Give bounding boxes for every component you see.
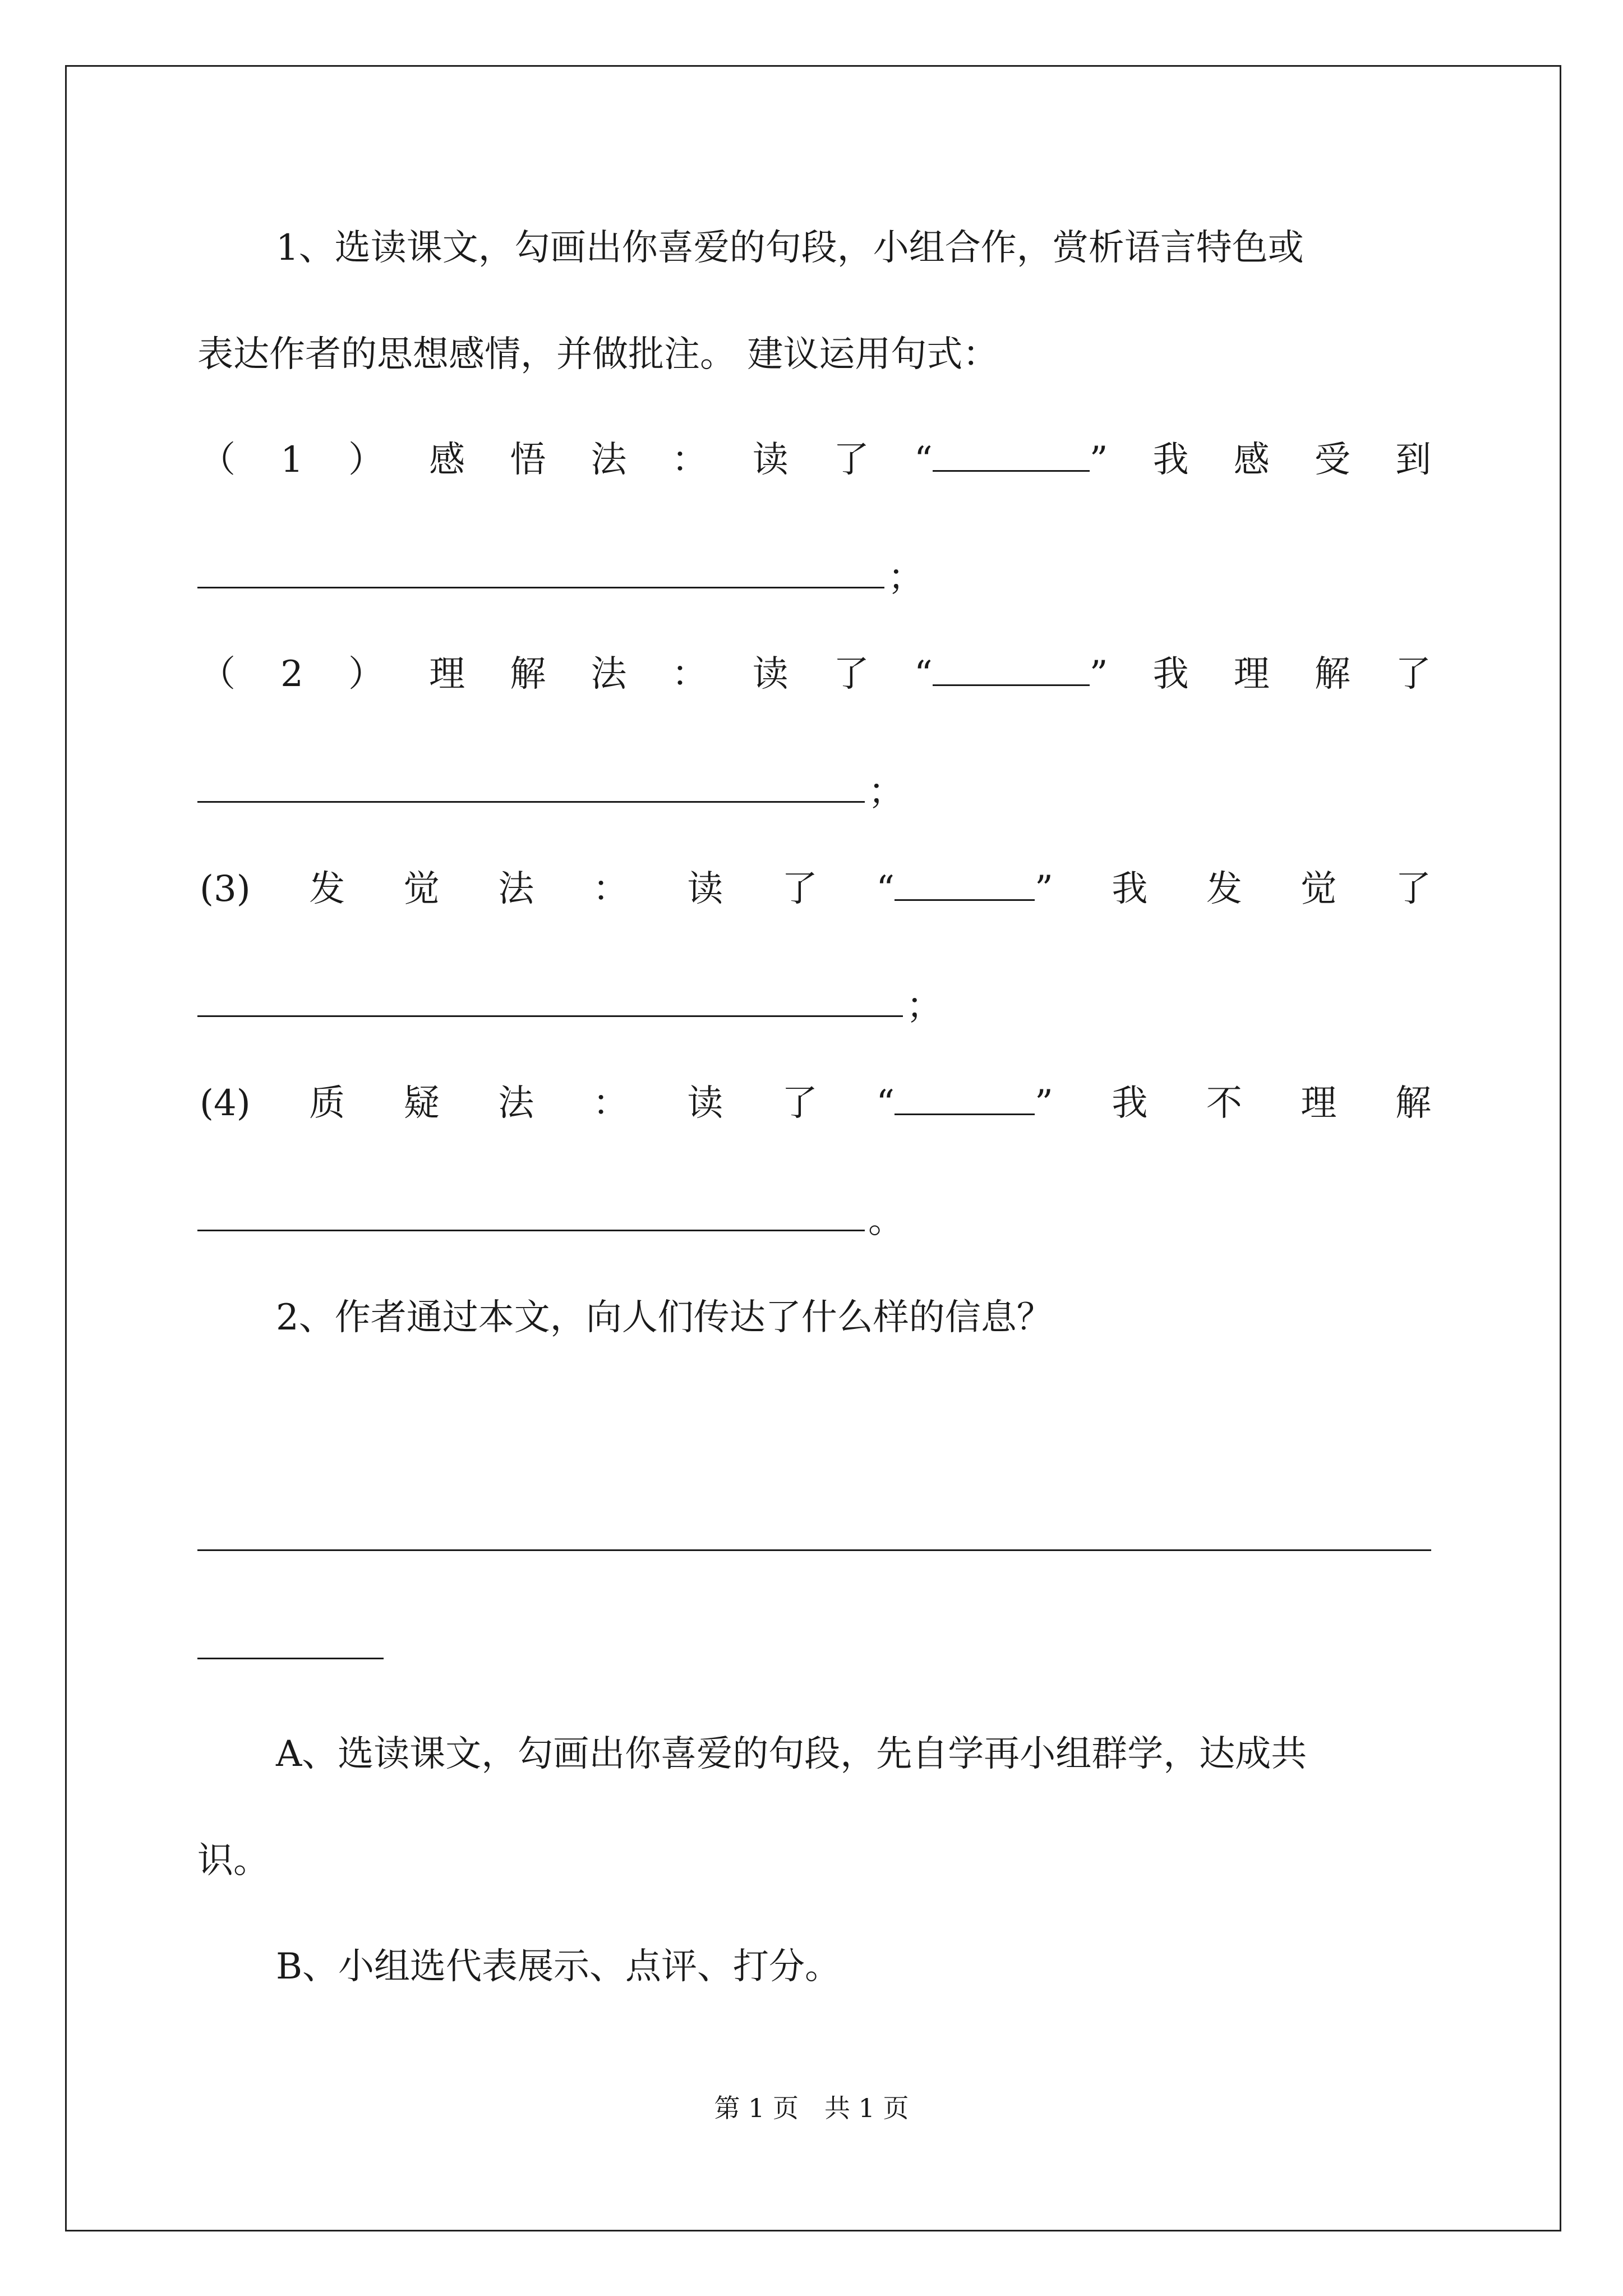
- method-1-token: 感: [1233, 439, 1270, 481]
- method-1-answer-blank[interactable]: [197, 587, 884, 588]
- method-1-token: （: [200, 439, 236, 481]
- method-4-token: 不: [1206, 1083, 1242, 1124]
- method-1-token: 受: [1314, 439, 1350, 481]
- method-4-answer-blank[interactable]: [197, 1230, 865, 1231]
- step-b-text: B、小组选代表展示、点评、打分。: [276, 1946, 841, 1987]
- method-2-token: 读: [752, 654, 789, 695]
- method-3-token: 了: [1395, 868, 1431, 910]
- method-3-token: “: [876, 868, 895, 910]
- method-3-token: (3): [200, 868, 251, 910]
- method-2-answer-blank[interactable]: [197, 801, 865, 803]
- method-1-token: 1: [280, 439, 303, 481]
- method-2-end-punct: ；: [868, 771, 904, 813]
- method-4-token: ”: [1035, 1083, 1053, 1124]
- method-4-line: [200, 1081, 1431, 1126]
- method-1-token: ）: [348, 439, 384, 481]
- method-4-token: 了: [781, 1083, 818, 1124]
- method-2-token: 了: [1395, 654, 1431, 695]
- step-a-line-1: A、选读课文，勾画出你喜爱的句段，先自学再小组群学，达成共: [276, 1733, 1307, 1775]
- method-2-token: ：: [671, 654, 708, 695]
- method-4-token: ：: [592, 1083, 629, 1124]
- method-1-end-punct: ；: [888, 557, 924, 599]
- method-2-token: 理: [1233, 654, 1270, 695]
- method-1-line: [200, 438, 1431, 482]
- method-2-token: 了: [833, 654, 869, 695]
- q1-line-1: 1、选读课文，勾画出你喜爱的句段，小组合作，赏析语言特色或: [276, 227, 1304, 269]
- method-1-token: “: [914, 439, 933, 481]
- q2-answer-line-1[interactable]: [197, 1549, 1431, 1551]
- method-2-token: （: [200, 654, 236, 695]
- method-3-answer-blank[interactable]: [197, 1015, 903, 1017]
- method-3-end-punct: ；: [906, 986, 942, 1027]
- method-4-token: 我: [1112, 1083, 1148, 1124]
- method-2-token: 理: [429, 654, 465, 695]
- q2-answer-line-2[interactable]: [197, 1658, 384, 1659]
- method-4-token: 疑: [403, 1083, 440, 1124]
- method-3-token: 觉: [403, 868, 440, 910]
- method-4-token: “: [876, 1083, 895, 1124]
- method-4-token: 法: [498, 1083, 534, 1124]
- method-3-token: 了: [781, 868, 818, 910]
- method-4-quote-blank[interactable]: [895, 1084, 1035, 1115]
- method-2-quote-blank[interactable]: [933, 655, 1090, 686]
- method-4-token: 质: [309, 1083, 345, 1124]
- page-number-footer: 第 1 页 共 1 页: [714, 2093, 909, 2123]
- method-1-token: 感: [429, 439, 465, 481]
- method-3-token: ”: [1035, 868, 1053, 910]
- method-3-token: 觉: [1301, 868, 1337, 910]
- method-1-token: ”: [1089, 439, 1108, 481]
- method-3-token: ：: [592, 868, 629, 910]
- q2-text: 2、作者通过本文，向人们传达了什么样的信息？: [276, 1297, 1053, 1338]
- method-2-token: “: [914, 654, 933, 695]
- method-2-token: 解: [510, 654, 546, 695]
- method-4-token: 读: [687, 1083, 723, 1124]
- method-2-token: 2: [280, 654, 303, 695]
- method-1-token: ：: [671, 439, 708, 481]
- method-3-token: 发: [309, 868, 345, 910]
- method-3-token: 读: [687, 868, 723, 910]
- method-2-token: 解: [1314, 654, 1350, 695]
- method-1-token: 我: [1152, 439, 1189, 481]
- q1-line-2: 表达作者的思想感情，并做批注。 建议运用句式：: [197, 334, 999, 375]
- step-a-line-2: 识。: [197, 1840, 269, 1881]
- method-3-line: [200, 867, 1431, 912]
- method-2-token: ”: [1089, 654, 1108, 695]
- method-4-end-punct: 。: [868, 1200, 904, 1241]
- method-1-token: 到: [1395, 439, 1431, 481]
- method-3-token: 我: [1112, 868, 1148, 910]
- method-3-token: 法: [498, 868, 534, 910]
- method-4-token: 理: [1301, 1083, 1337, 1124]
- method-1-token: 了: [833, 439, 869, 481]
- method-2-token: 我: [1152, 654, 1189, 695]
- method-1-token: 法: [591, 439, 627, 481]
- method-2-token: 法: [591, 654, 627, 695]
- page-border: [65, 65, 1561, 2231]
- method-1-token: 悟: [510, 439, 546, 481]
- method-1-quote-blank[interactable]: [933, 441, 1090, 472]
- method-3-token: 发: [1206, 868, 1242, 910]
- method-1-token: 读: [752, 439, 789, 481]
- method-4-token: (4): [200, 1083, 251, 1124]
- method-4-token: 解: [1395, 1083, 1431, 1124]
- method-2-line: [200, 652, 1431, 697]
- method-2-token: ）: [348, 654, 384, 695]
- method-3-quote-blank[interactable]: [895, 870, 1035, 901]
